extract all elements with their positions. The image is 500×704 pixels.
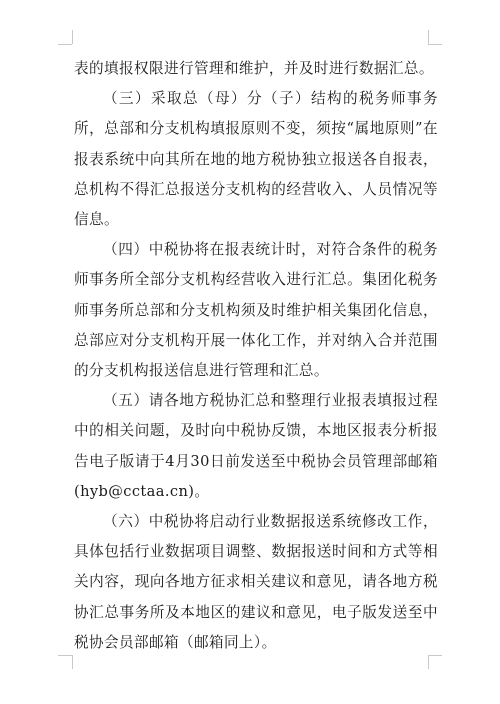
crop-mark [58,44,72,45]
paragraph-item-6: （六）中税协将启动行业数据报送系统修改工作，具体包括行业数据项目调整、数据报送时间和方式等相关内容，现向各地方征求相关建议和意见，请各地方税协汇总事务所及本地区的建议和意见，电子版发送至中税协会员部邮箱（邮箱同上）。 [74,513,438,651]
crop-mark [72,30,73,44]
crop-mark [58,655,72,656]
document-body [74,54,438,658]
crop-mark [428,30,429,44]
crop-mark [72,655,73,669]
paragraph-item-5: （五）请各地方税协汇总和整理行业报表填报过程中的相关问题，及时向中税协反馈，本地区报表分析报告电子版请于4月30日前发送至中税协会员管理部邮箱(hyb@cctaa.cn)。 [74,392,438,500]
paragraph-item-4: （四）中税协将在报表统计时，对符合条件的税务师事务所全部分支机构经营收入进行汇总。集团化税务师事务所总部和分支机构须及时维护相关集团化信息，总部应对分支机构开展一体化工作，并对纳入合并范围的分支机构报送信息进行管理和汇总。 [74,241,438,380]
paragraph-continuation: 表的填报权限进行管理和维护，并及时进行数据汇总。 [74,60,434,77]
crop-mark [428,44,442,45]
paragraph-item-3: （三）采取总（母）分（子）结构的税务师事务所，总部和分支机构填报原则不变，须按“属地原则”在报表系统中向其所在地的地方税协独立报送各自报表，总机构不得汇总报送分支机构的经营收入、人员情况等信息。 [74,90,438,229]
